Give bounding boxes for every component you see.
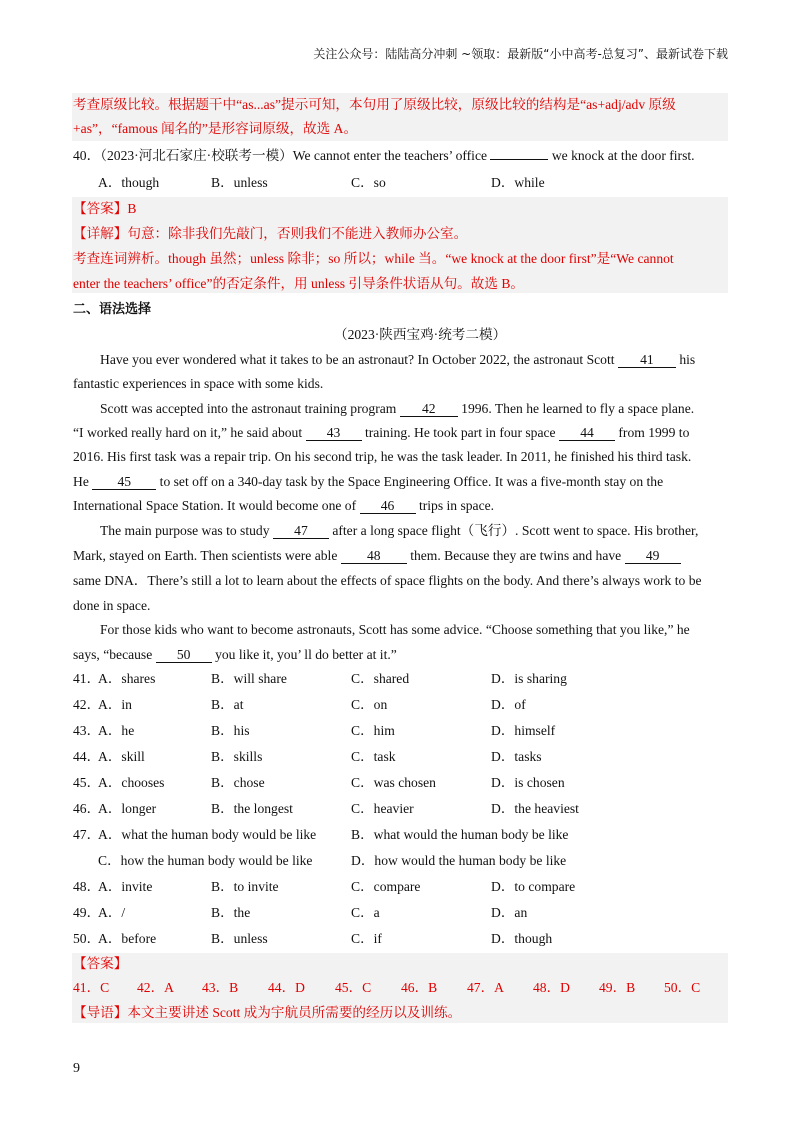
passage-text: Have you ever wondered what it takes to be an astronaut? In October 2022, the astronaut Scott	[100, 352, 615, 367]
blank-41: 41	[618, 353, 676, 368]
blank-49: 49	[625, 549, 681, 564]
question-option: C．heavier	[351, 801, 414, 816]
passage-text: you like it, you’ ll do better at it.”	[215, 647, 397, 662]
question-option: A．/	[98, 905, 126, 920]
question-option: D．tasks	[491, 749, 542, 764]
blank-44: 44	[559, 426, 615, 441]
blank-50: 50	[156, 648, 212, 663]
passage-text: The main purpose was to study	[100, 523, 270, 538]
passage-text: trips in space.	[418, 498, 495, 513]
question-option: D．of	[491, 697, 526, 712]
question-40-stem-pre: 40．（2023·河北石家庄·校联考一模）We cannot enter the teachers’ office	[73, 148, 488, 163]
question-option: B．the	[211, 905, 251, 920]
question-option: D．the heaviest	[491, 801, 579, 816]
question-option: C．shared	[351, 671, 410, 686]
passage-p2-line5	[73, 497, 494, 515]
passage-p3-line4: done in space.	[73, 598, 151, 613]
question-number: 48．	[73, 879, 101, 894]
question-40-stem-post: we knock at the door first.	[551, 148, 695, 163]
answer-item: 46．B	[401, 980, 438, 995]
question-40-option-c: C．so	[351, 175, 386, 190]
answer-item: 44．D	[268, 980, 306, 995]
guide-label: 【导语】	[73, 1005, 128, 1020]
question-number: 50．	[73, 931, 101, 946]
page-number: 9	[73, 1061, 80, 1076]
passage-text: to set off on a 340-day task by the Space Engineering Office. It was a five-month stay on the	[159, 474, 664, 489]
detail-text: 句意：除非我们先敲门，否则我们不能进入教师办公室。	[127, 226, 468, 241]
answer-item: 48．D	[533, 980, 571, 995]
q39-explanation-line1: 考查原级比较。根据题干中“as...as”提示可知，本句用了原级比较，原级比较的结构是“as+adj/adv 原级	[73, 97, 676, 112]
question-option: A．chooses	[98, 775, 165, 790]
question-option: A．skill	[98, 749, 145, 764]
passage-text: his	[679, 352, 696, 367]
question-option: D．is sharing	[491, 671, 567, 686]
question-number: 49．	[73, 905, 101, 920]
question-option: C．was chosen	[351, 775, 436, 790]
question-option: C．task	[351, 749, 396, 764]
passage-text: them. Because they are twins and have	[410, 548, 622, 563]
question-number: 43．	[73, 723, 101, 738]
passage-text: says, “because	[73, 647, 153, 662]
question-40-blank	[490, 159, 548, 160]
question-option: B．skills	[211, 749, 263, 764]
blank-45: 45	[92, 475, 156, 490]
passage-text: International Space Station. It would become one of	[73, 498, 357, 513]
question-option: A．in	[98, 697, 132, 712]
question-number: 45．	[73, 775, 101, 790]
question-number: 42．	[73, 697, 101, 712]
answer-item: 43．B	[202, 980, 239, 995]
question-option: D．is chosen	[491, 775, 565, 790]
question-option: B．unless	[211, 931, 268, 946]
question-option: D．himself	[491, 723, 556, 738]
question-option: A．what the human body would be like	[98, 827, 317, 842]
answer-item: 45．C	[335, 980, 372, 995]
question-option: B．his	[211, 723, 250, 738]
passage-p4-line1: For those kids who want to become astronauts, Scott has some advice. “Choose something that you like,” he	[100, 622, 690, 637]
passage-source: （2023·陕西宝鸡·统考二模）	[334, 327, 507, 342]
question-number: 46．	[73, 801, 101, 816]
passage-p1-line1	[100, 351, 695, 369]
passage-p2-line4	[73, 473, 663, 491]
passage-text: from 1999 to	[618, 425, 690, 440]
question-number: 41．	[73, 671, 101, 686]
question-option: B．to invite	[211, 879, 279, 894]
answers-label: 【答案】	[73, 956, 128, 971]
blank-43: 43	[306, 426, 362, 441]
passage-p3-line2	[73, 547, 681, 565]
question-option: B．the longest	[211, 801, 293, 816]
question-number: 47．	[73, 827, 101, 842]
blank-46: 46	[360, 499, 416, 514]
question-40-option-d: D．while	[491, 175, 545, 190]
question-40-explanation-line1: 考查连词辨析。though 虽然；unless 除非；so 所以；while 当。“we knock at the door first”是“We cannot	[73, 251, 674, 266]
question-option: B．what would the human body be like	[351, 827, 569, 842]
answer-item: 49．B	[599, 980, 636, 995]
passage-text: training. He took part in four space	[364, 425, 556, 440]
question-option: C．him	[351, 723, 395, 738]
question-number: 44．	[73, 749, 101, 764]
question-option: C．if	[351, 931, 382, 946]
passage-p3-line1	[100, 522, 698, 540]
question-40-explanation-line2: enter the teachers’ office”的否定条件，用 unless 引导条件状语从句。故选 B。	[73, 276, 525, 291]
question-option: A．he	[98, 723, 135, 738]
question-40-option-a: A．though	[98, 175, 160, 190]
passage-p3-line3: same DNA．There’s still a lot to learn about the effects of space flights on the body. And there’s always work to be	[73, 573, 702, 588]
question-40-answer: 【答案】B	[73, 201, 137, 216]
question-option: A．before	[98, 931, 157, 946]
passage-text: Scott was accepted into the astronaut training program	[100, 401, 397, 416]
passage-text: Mark, stayed on Earth. Then scientists were able	[73, 548, 338, 563]
page-header: 关注公众号：陆陆高分冲刺 ~领取：最新版“小中高考-总复习”、最新试卷下载	[313, 47, 728, 61]
question-40-detail	[73, 225, 467, 243]
question-option: D．though	[491, 931, 553, 946]
passage-p2-line3: 2016. His first task was a repair trip. On his second trip, he was the task leader. In 2011, he finished his third task.	[73, 449, 692, 464]
question-option: C．on	[351, 697, 388, 712]
question-option: A．longer	[98, 801, 157, 816]
guide-line	[73, 1004, 461, 1022]
passage-text: He	[73, 474, 89, 489]
answer-item: 50．C	[664, 980, 701, 995]
detail-label: 【详解】	[73, 226, 128, 241]
passage-p2-line1	[100, 400, 694, 418]
section-title: 二、语法选择	[73, 302, 152, 317]
passage-text: after a long space flight（飞行）. Scott went to space. His brother,	[332, 523, 699, 538]
passage-p2-line2	[73, 424, 689, 442]
blank-47: 47	[273, 524, 329, 539]
passage-p4-line2	[73, 646, 397, 664]
question-option: B．chose	[211, 775, 265, 790]
answer-item: 47．A	[467, 980, 505, 995]
passage-text: 1996. Then he learned to fly a space plane.	[461, 401, 695, 416]
blank-42: 42	[400, 402, 458, 417]
question-40-stem	[73, 147, 695, 165]
question-option: D．an	[491, 905, 528, 920]
question-option: B．will share	[211, 671, 287, 686]
answer-item: 42．A	[137, 980, 175, 995]
blank-48: 48	[341, 549, 407, 564]
answer-item: 41．C	[73, 980, 110, 995]
q39-explanation-line2: +as”，“famous 闻名的”是形容词原级，故选 A。	[73, 121, 358, 136]
question-option: A．invite	[98, 879, 153, 894]
question-option: D．how would the human body be like	[351, 853, 567, 868]
question-option: B．at	[211, 697, 244, 712]
question-option: C．a	[351, 905, 380, 920]
question-option: C．compare	[351, 879, 421, 894]
guide-text: 本文主要讲述 Scott 成为宇航员所需要的经历以及训练。	[127, 1005, 462, 1020]
passage-p1-line2: fantastic experiences in space with some kids.	[73, 376, 324, 391]
question-40-option-b: B．unless	[211, 175, 268, 190]
question-option: C．how the human body would be like	[98, 853, 313, 868]
question-option: A．shares	[98, 671, 156, 686]
passage-text: “I worked really hard on it,” he said about	[73, 425, 303, 440]
question-option: D．to compare	[491, 879, 576, 894]
